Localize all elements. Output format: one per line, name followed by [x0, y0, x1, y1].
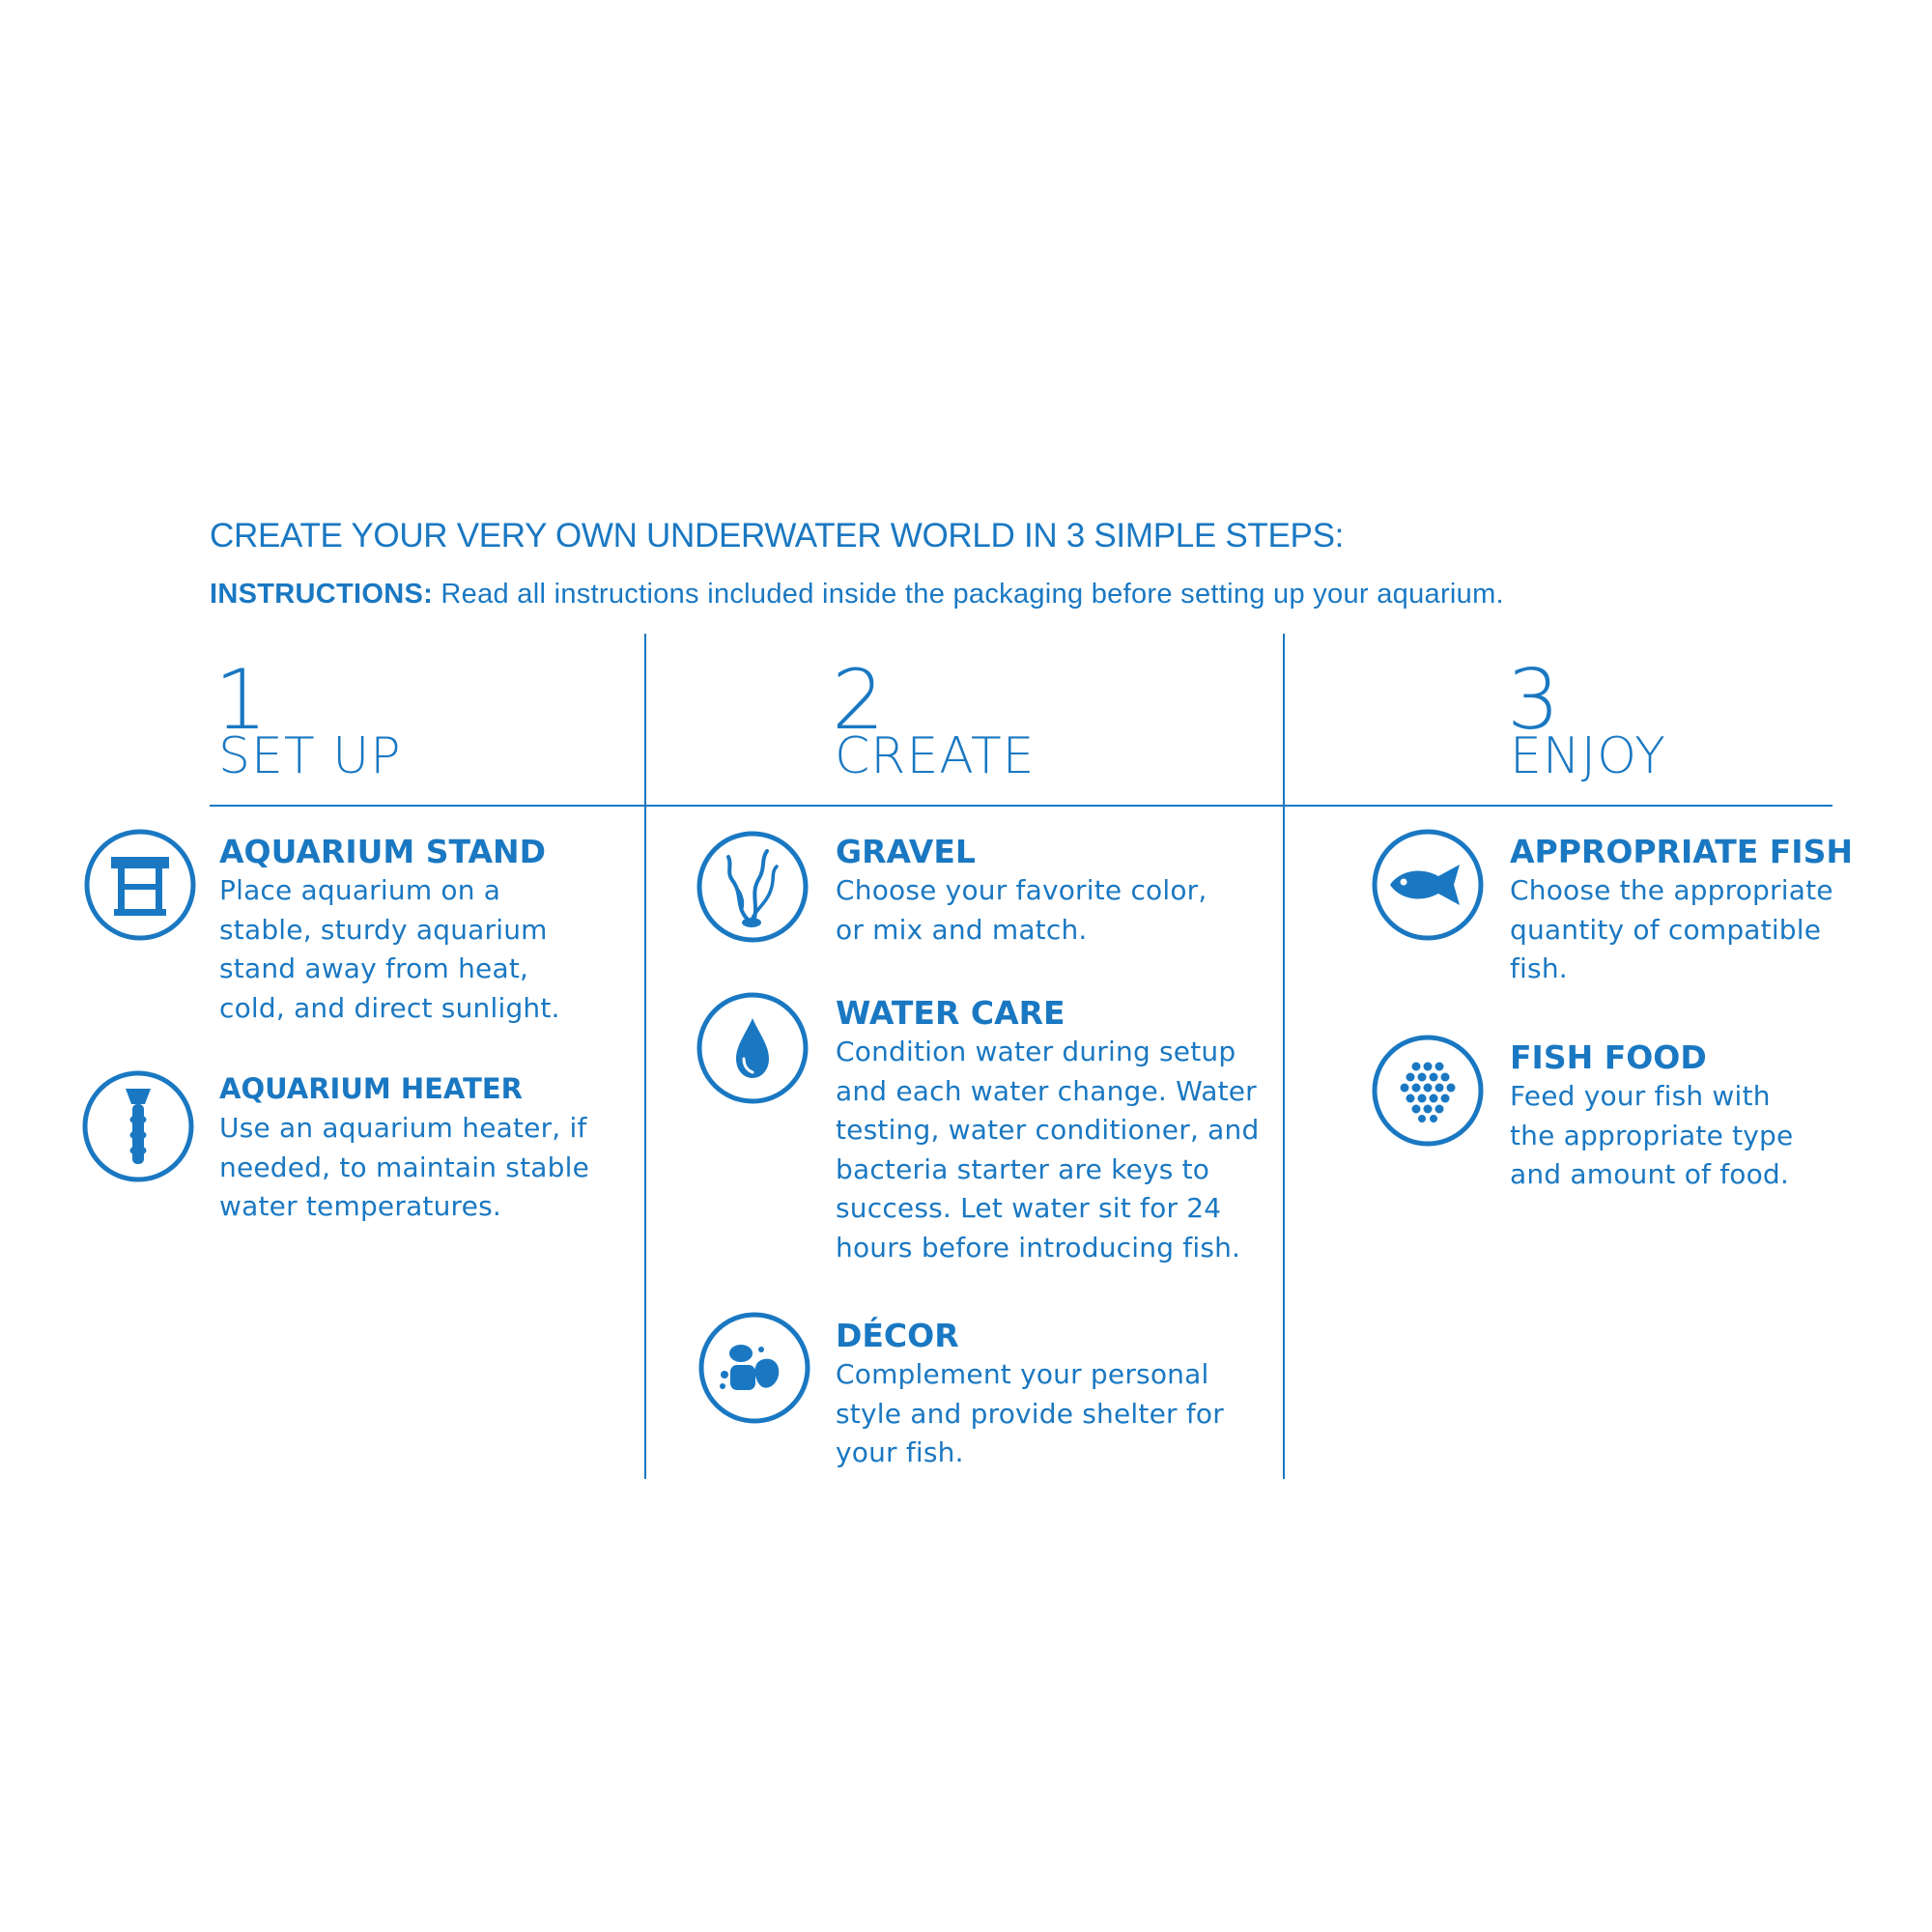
feature-title: DÉCOR	[836, 1317, 959, 1354]
fish-icon	[1371, 828, 1485, 942]
feature-title: GRAVEL	[836, 833, 976, 870]
feature-description: Choose your favorite color, or mix and match.	[836, 874, 1208, 946]
feature-title: AQUARIUM STAND	[219, 833, 546, 870]
feature-title: FISH FOOD	[1510, 1038, 1707, 1076]
column-divider-2	[1283, 634, 1285, 1479]
feature-description: Feed your fish with the appropriate type and amount of food.	[1510, 1080, 1794, 1190]
step-3-label: ENJOY	[1510, 727, 1666, 785]
step-1-number: 1	[214, 652, 268, 749]
step-2-label: CREATE	[835, 727, 1036, 785]
feature-title: APPROPRIATE FISH	[1510, 833, 1853, 870]
feature-title: WATER CARE	[836, 994, 1065, 1032]
step-1-label: SET UP	[218, 727, 402, 785]
instructions-label: INSTRUCTIONS:	[210, 579, 434, 610]
aquarium-heater-icon	[81, 1069, 195, 1183]
feature-description: Condition water during setup and each water change. Water testing, water conditioner, and bacteria starter are keys to success. Let water sit for 24 hours before introducing fish.	[836, 1036, 1260, 1264]
header-divider	[210, 805, 1833, 807]
decor-rocks-icon	[697, 1311, 811, 1425]
water-drop-icon	[696, 991, 810, 1105]
feature-title: AQUARIUM HEATER	[219, 1072, 524, 1105]
fish-food-pellets-icon	[1371, 1034, 1485, 1148]
aquarium-stand-icon	[83, 828, 197, 942]
plant-icon	[696, 830, 810, 944]
step-3-number: 3	[1507, 652, 1560, 749]
feature-description: Choose the appropriate quantity of compatible fish.	[1510, 874, 1833, 984]
instructions-line	[210, 579, 1504, 611]
page-title: CREATE YOUR VERY OWN UNDERWATER WORLD IN 3 SIMPLE STEPS:	[210, 517, 1345, 554]
step-2-number: 2	[832, 652, 885, 749]
column-divider-1	[644, 634, 646, 1479]
feature-description: Complement your personal style and provide shelter for your fish.	[836, 1358, 1224, 1468]
feature-description: Use an aquarium heater, if needed, to maintain stable water temperatures.	[219, 1112, 590, 1222]
instructions-text: Read all instructions included inside the packaging before setting up your aquarium.	[433, 579, 1504, 610]
feature-description: Place aquarium on a stable, sturdy aquarium stand away from heat, cold, and direct sunlight.	[219, 874, 560, 1024]
